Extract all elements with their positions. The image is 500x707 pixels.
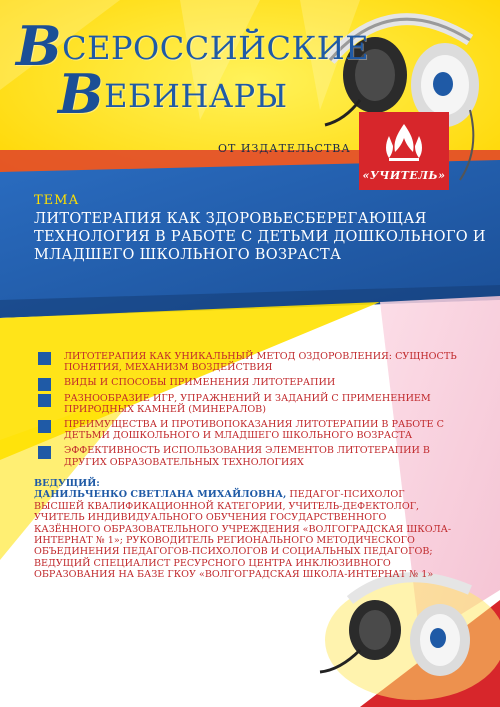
host-description: ПЕДАГОГ-ПСИХОЛОГ ВЫСШЕЙ КВАЛИФИКАЦИОННОЙ КАТЕГОРИИ, УЧИТЕЛЬ-ДЕФЕКТОЛОГ, УЧИТЕЛЬ ИНДИВИДУАЛЬНОГО ОБУЧЕНИЯ ГОСУДАРСТВЕННОГО КАЗЁННОГО ОБРАЗОВАТЕЛЬНОГО УЧРЕЖДЕНИЯ «ВОЛГОГРАДСКАЯ ШКОЛА-ИНТЕРНАТ № 1»; РУКОВОДИТЕЛЬ РЕГИОНАЛЬНОГО МЕТОДИЧЕСКОГО ОБЪЕДИНЕНИЯ ПЕДАГОГОВ-ПСИХОЛОГОВ И СОЦИАЛЬНЫХ ПЕДАГОГОВ; ВЕДУЩИЙ СПЕЦИАЛИСТ РЕСУРСНОГО ЦЕНТРА ИНКЛЮЗИВНОГО ОБРАЗОВАНИЯ НА БАЗЕ ГКОУ «ВОЛГОГРАДСКАЯ ШКОЛА-ИНТЕРНАТ № 1» (34, 489, 452, 581)
list-item (38, 377, 458, 388)
bullet-text: РАЗНООБРАЗИЕ ИГР, УПРАЖНЕНИЙ И ЗАДАНИЙ С ПРИМЕНЕНИЕМ ПРИРОДНЫХ КАМНЕЙ (МИНЕРАЛОВ) (64, 392, 431, 415)
title-rest-1: СЕРОССИЙСКИЕ (62, 29, 370, 67)
title-rest-2: ЕБИНАРЫ (104, 77, 288, 115)
host-name: ДАНИЛЬЧЕНКО СВЕТЛАНА МИХАЙЛОВНА, (34, 489, 287, 501)
list-item (38, 445, 458, 467)
host-label: ВЕДУЩИЙ: (34, 478, 100, 489)
publisher-logo (359, 112, 449, 190)
list-item (38, 419, 458, 441)
host-section (34, 478, 454, 581)
topic-bullets (38, 351, 458, 472)
title-initial-2: В (58, 62, 105, 126)
bullet-text: ЛИТОТЕРАПИЯ КАК УНИКАЛЬНЫЙ МЕТОД ОЗДОРОВЛЕНИЯ: СУЩНОСТЬ ПОНЯТИЯ, МЕХАНИЗМ ВОЗДЕЙСТВИЯ (64, 351, 457, 374)
bullet-text: ЭФФЕКТИВНОСТЬ ИСПОЛЬЗОВАНИЯ ЭЛЕМЕНТОВ ЛИТОТЕРАПИИ В ДРУГИХ ОБРАЗОВАТЕЛЬНЫХ ТЕХНОЛОГИЯХ (64, 445, 430, 468)
list-item (38, 351, 458, 373)
square-bullet-icon (38, 378, 51, 391)
bullet-text: ПРЕИМУЩЕСТВА И ПРОТИВОПОКАЗАНИЯ ЛИТОТЕРАПИИ В РАБОТЕ С ДЕТЬМИ ДОШКОЛЬНОГО И МЛАДШЕГО ШКОЛЬНОГО ВОЗРАСТА (64, 419, 444, 442)
topic-title: ЛИТОТЕРАПИЯ КАК ЗДОРОВЬЕСБЕРЕГАЮЩАЯ ТЕХНОЛОГИЯ В РАБОТЕ С ДЕТЬМИ ДОШКОЛЬНОГО И МЛАДШЕГО ШКОЛЬНОГО ВОЗРАСТА (34, 211, 486, 263)
host-info (34, 489, 454, 580)
publisher-caption: ОТ ИЗДАТЕЛЬСТВА (218, 142, 351, 155)
topic-label: ТЕМА (34, 193, 80, 208)
title-line-2 (58, 56, 288, 126)
square-bullet-icon (38, 446, 51, 459)
logo-text: «УЧИТЕЛЬ» (362, 169, 446, 182)
bullet-text: ВИДЫ И СПОСОБЫ ПРИМЕНЕНИЯ ЛИТОТЕРАПИИ (64, 377, 336, 389)
list-item (38, 393, 458, 415)
square-bullet-icon (38, 352, 51, 365)
square-bullet-icon (38, 394, 51, 407)
square-bullet-icon (38, 420, 51, 433)
title-initial-1: В (16, 14, 63, 78)
